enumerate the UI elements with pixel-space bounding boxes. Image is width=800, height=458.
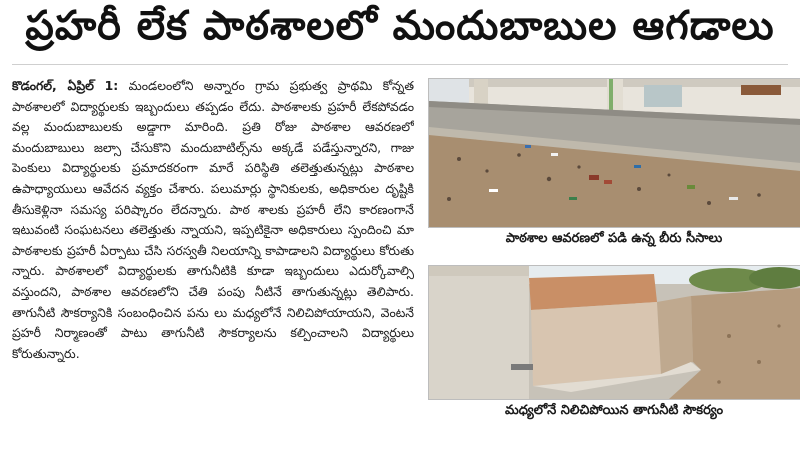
photo-school-courtyard [428, 78, 800, 228]
photo-caption-courtyard: పాఠశాల ఆవరణలో పడి ఉన్న బీరు సీసాలు [505, 231, 723, 246]
photo-school-courtyard-image [429, 79, 800, 227]
article-text: మండలంలోని అన్నారం గ్రామ ప్రభుత్వ ప్రాథమి కోన్నత పాఠశాలలో విద్యార్థులకు ఇబ్బందులు తప్పడం లేదు. పాఠశాలకు ప్రహరీ లేకపోవడం వల్ల మందుబాబులకు అడ్డాగా మారింది. ప్రతి రోజు పాఠశాల ఆవరణలో మందుబాబులు జల్సా చేసుకొని మందుబాటిల్స్‌ను అక్కడే పడేస్తున్నారని, గాజు పెంకులు విద్యార్థులకు ప్రమాదకరంగా మారే పరిస్థితి తలెత్తుతున్నట్లు పాఠశాల ఉపాధ్యాయులు ఆవేదన వ్యక్తం చేశారు. పలుమార్లు స్థానికులకు, అధికారుల దృష్టికి తీసుకెళ్లినా సమస్య పరిష్కారం లేదన్నారు. పాఠ శాలకు ప్రహరీ లేని కారణంగానే ఇటువంటి సంఘటనలు తలెత్తుతు న్నాయని, ఇప్పటికైనా అధికారులు స్పందించి మా పాఠశాలకు ప్రహరీ ఏర్పాటు చేసి సరస్వతీ నిలయాన్ని కాపాడాలని విద్యార్థులు కోరుతు న్నారు. పాఠశాలలో విద్యార్థులకు తాగునీటికి కూడా ఇబ్బందులు ఎదుర్కోవాల్సి వస్తుందని, పాఠశాల ఆవరణలోని చేతి పంపు నీటినే తాగుతున్నట్లు తెలిపారు. తాగునీటి సౌకర్యానికి సంబంధించిన పను లు మధ్యలోనే నిలిచిపోయాయని, వెంటనే ప్రహరీ నిర్మాణంతో పాటు తాగునీటి సౌకర్యాలను కల్పించాలని విద్యార్థులు కోరుతున్నారు. [12, 78, 414, 361]
photo-water-facility-image [429, 266, 800, 399]
headline: ప్రహరీ లేక పాఠశాలలో మందుబాబుల ఆగడాలు [25, 3, 775, 49]
dateline: కొడంగల్, ఏప్రిల్ 1: [12, 78, 119, 93]
article-body [12, 76, 414, 448]
photo-water-facility [428, 265, 800, 400]
headline-divider [12, 64, 788, 65]
photo-caption-water-facility: మధ్యలోనే నిలిచిపోయిన తాగునీటి సౌకర్యం [504, 403, 724, 418]
